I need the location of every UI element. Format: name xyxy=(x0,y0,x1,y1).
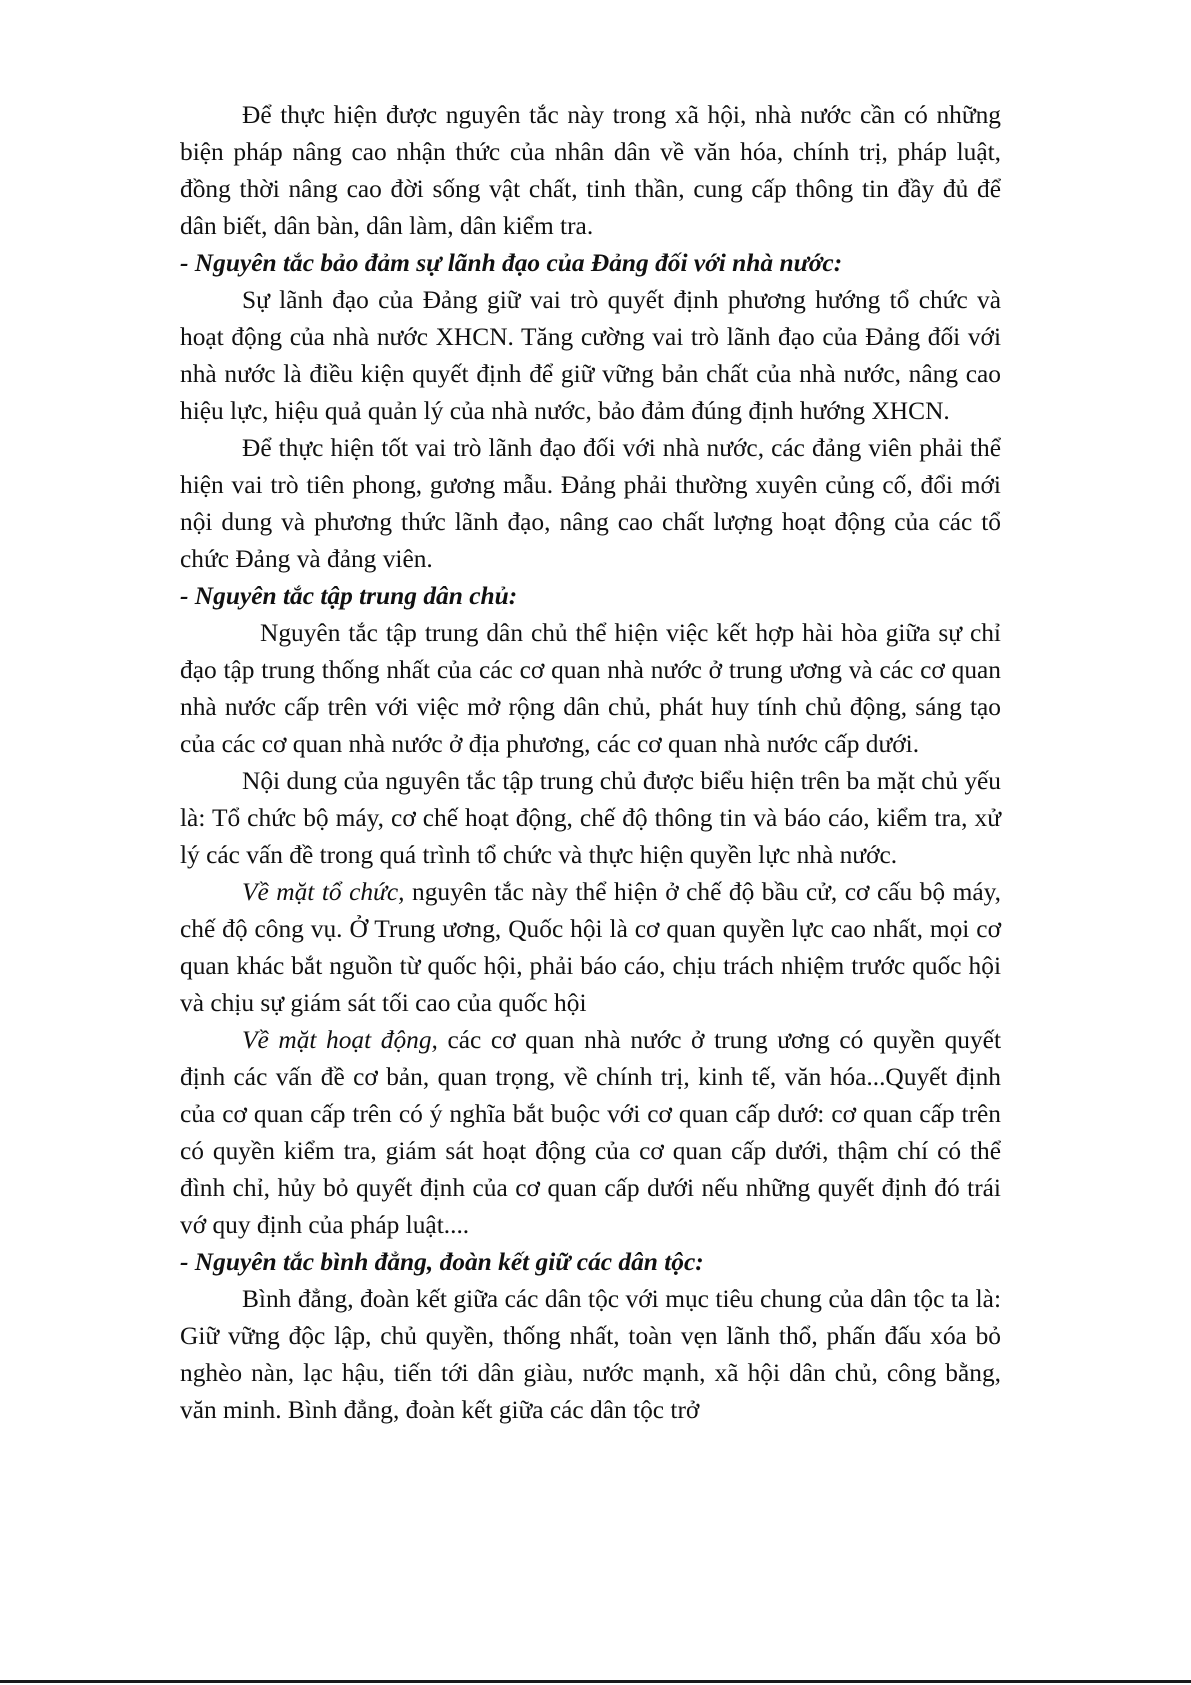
document-page xyxy=(180,97,1001,1429)
paragraph-activity-aspect xyxy=(180,1022,1001,1244)
paragraph-democratic-centralism-definition: Nguyên tắc tập trung dân chủ thể hiện việc kết hợp hài hòa giữa sự chỉ đạo tập trung thống nhất của các cơ quan nhà nước ở trung ương và các cơ quan nhà nước cấp trên với việc mở rộng dân chủ, phát huy tính chủ động, sáng tạo của các cơ quan nhà nước ở địa phương, các cơ quan nhà nước cấp dưới. xyxy=(180,619,1001,758)
paragraph-implementation-measures: Để thực hiện được nguyên tắc này trong xã hội, nhà nước cần có những biện pháp nâng cao nhận thức của nhân dân về văn hóa, chính trị, pháp luật, đồng thời nâng cao đời sống vật chất, tinh thần, cung cấp thông tin đầy đủ để dân biết, dân bàn, dân làm, dân kiểm tra. xyxy=(180,101,1001,240)
paragraph-party-leadership-role: Sự lãnh đạo của Đảng giữ vai trò quyết định phương hướng tổ chức và hoạt động của nhà nước XHCN. Tăng cường vai trò lãnh đạo của Đảng đối với nhà nước là điều kiện quyết định để giữ vững bản chất của nhà nước, nâng cao hiệu lực, hiệu quả quản lý của nhà nước, bảo đảm đúng định hướng XHCN. xyxy=(180,286,1001,425)
bottom-border-line xyxy=(0,1680,1191,1683)
activity-aspect-lead: Về mặt hoạt động, xyxy=(242,1026,438,1054)
paragraph-ethnic-equality: Bình đẳng, đoàn kết giữa các dân tộc với mục tiêu chung của dân tộc ta là: Giữ vững độc lập, chủ quyền, thống nhất, toàn vẹn lãnh thổ, phấn đấu xóa bỏ nghèo nàn, lạc hậu, tiến tới dân giàu, nước mạnh, xã hội dân chủ, công bằng, văn minh. Bình đẳng, đoàn kết giữa các dân tộc trở xyxy=(180,1285,1001,1424)
heading-party-leadership-principle: - Nguyên tắc bảo đảm sự lãnh đạo của Đảng đối với nhà nước: xyxy=(180,249,843,277)
heading-ethnic-equality-principle: - Nguyên tắc bình đẳng, đoàn kết giữ các dân tộc: xyxy=(180,1248,704,1276)
paragraph-organization-aspect xyxy=(180,874,1001,1022)
paragraph-party-members-role: Để thực hiện tốt vai trò lãnh đạo đối với nhà nước, các đảng viên phải thể hiện vai trò tiên phong, gương mẫu. Đảng phải thường xuyên củng cố, đổi mới nội dung và phương thức lãnh đạo, nâng cao chất lượng hoạt động của các tổ chức Đảng và đảng viên. xyxy=(180,434,1001,573)
heading-democratic-centralism: - Nguyên tắc tập trung dân chủ: xyxy=(180,582,518,610)
activity-aspect-text: các cơ quan nhà nước ở trung ương có quyền quyết định các vấn đề cơ bản, quan trọng, về chính trị, kinh tế, văn hóa...Quyết định của cơ quan cấp trên có ý nghĩa bắt buộc với cơ quan cấp dướ: cơ quan cấp trên có quyền kiểm tra, giám sát hoạt động của cơ quan cấp dưới, thậm chí có thể đình chỉ, hủy bỏ quyết định của cơ quan cấp dưới nếu những quyết định đó trái vớ quy định của pháp luật.... xyxy=(180,1026,1001,1239)
paragraph-democratic-centralism-content: Nội dung của nguyên tắc tập trung chủ được biểu hiện trên ba mặt chủ yếu là: Tổ chức bộ máy, cơ chế hoạt động, chế độ thông tin và báo cáo, kiểm tra, xử lý các vấn đề trong quá trình tổ chức và thực hiện quyền lực nhà nước. xyxy=(180,767,1001,869)
organization-aspect-text: nguyên tắc này thể hiện ở chế độ bầu cử, cơ cấu bộ máy, chế độ công vụ. Ở Trung ương, Quốc hội là cơ quan quyền lực cao nhất, mọi cơ quan khác bắt nguồn từ quốc hội, phải báo cáo, chịu trách nhiệm trước quốc hội và chịu sự giám sát tối cao của quốc hội xyxy=(180,878,1001,1017)
organization-aspect-lead: Về mặt tổ chức, xyxy=(242,878,405,906)
